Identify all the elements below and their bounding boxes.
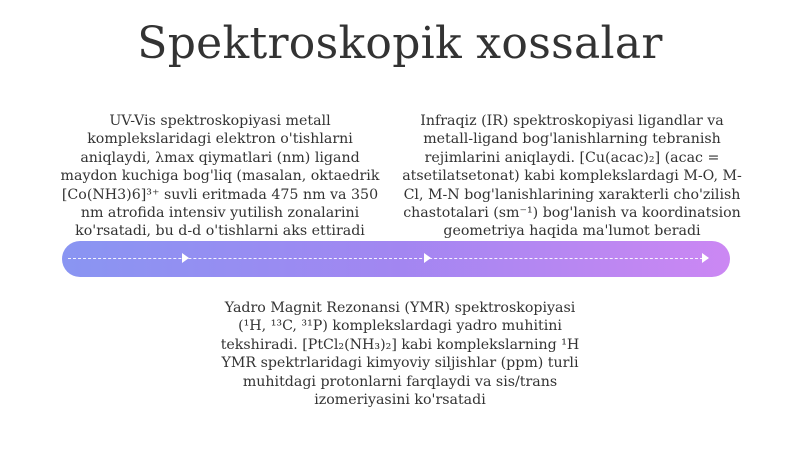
uvvis-text-block: UV-Vis spektroskopiyasi metall komplekslaridagi elektron o'tishlarni aniqlaydi, λmax qiymatlari (nm) ligand maydon kuchiga bog'liq (masalan, oktaedrik [Co(NH3)6]³⁺ suvli eritmada 475 nm va 350 nm atrofida intensiv yutilish zonalarini ko'rsatadi, bu d-d o'tishlarni aks ettiradi [60, 113, 380, 240]
timeline-arrow-icon [424, 253, 431, 263]
slide-title: Spektroskopik xossalar [137, 18, 663, 69]
timeline-dashed-line [68, 258, 708, 259]
timeline-arrow-icon [182, 253, 189, 263]
ir-text-block: Infraqiz (IR) spektroskopiyasi ligandlar va metall-ligand bog'lanishlarning tebranish rejimlarini aniqlaydi. [Cu(acac)₂] (acac = atsetilatsetonat) kabi komplekslardagi M-O, M-Cl, M-N bog'lanishlarining xarakterli cho'zilish chastotalari (sm⁻¹) bog'lanish va koordinatsion geometriya haqida ma'lumot beradi [402, 113, 742, 240]
nmr-text-block: Yadro Magnit Rezonansi (YMR) spektroskopiyasi (¹H, ¹³C, ³¹P) komplekslardagi yadro muhitini tekshiradi. [PtCl₂(NH₃)₂] kabi komplekslarning ¹H YMR spektrlaridagi kimyoviy siljishlar (ppm) turli muhitdagi protonlarni farqlaydi va sis/trans izomeriyasini ko'rsatadi [220, 300, 580, 409]
timeline-bar [62, 241, 730, 277]
timeline-arrow-icon [702, 253, 709, 263]
